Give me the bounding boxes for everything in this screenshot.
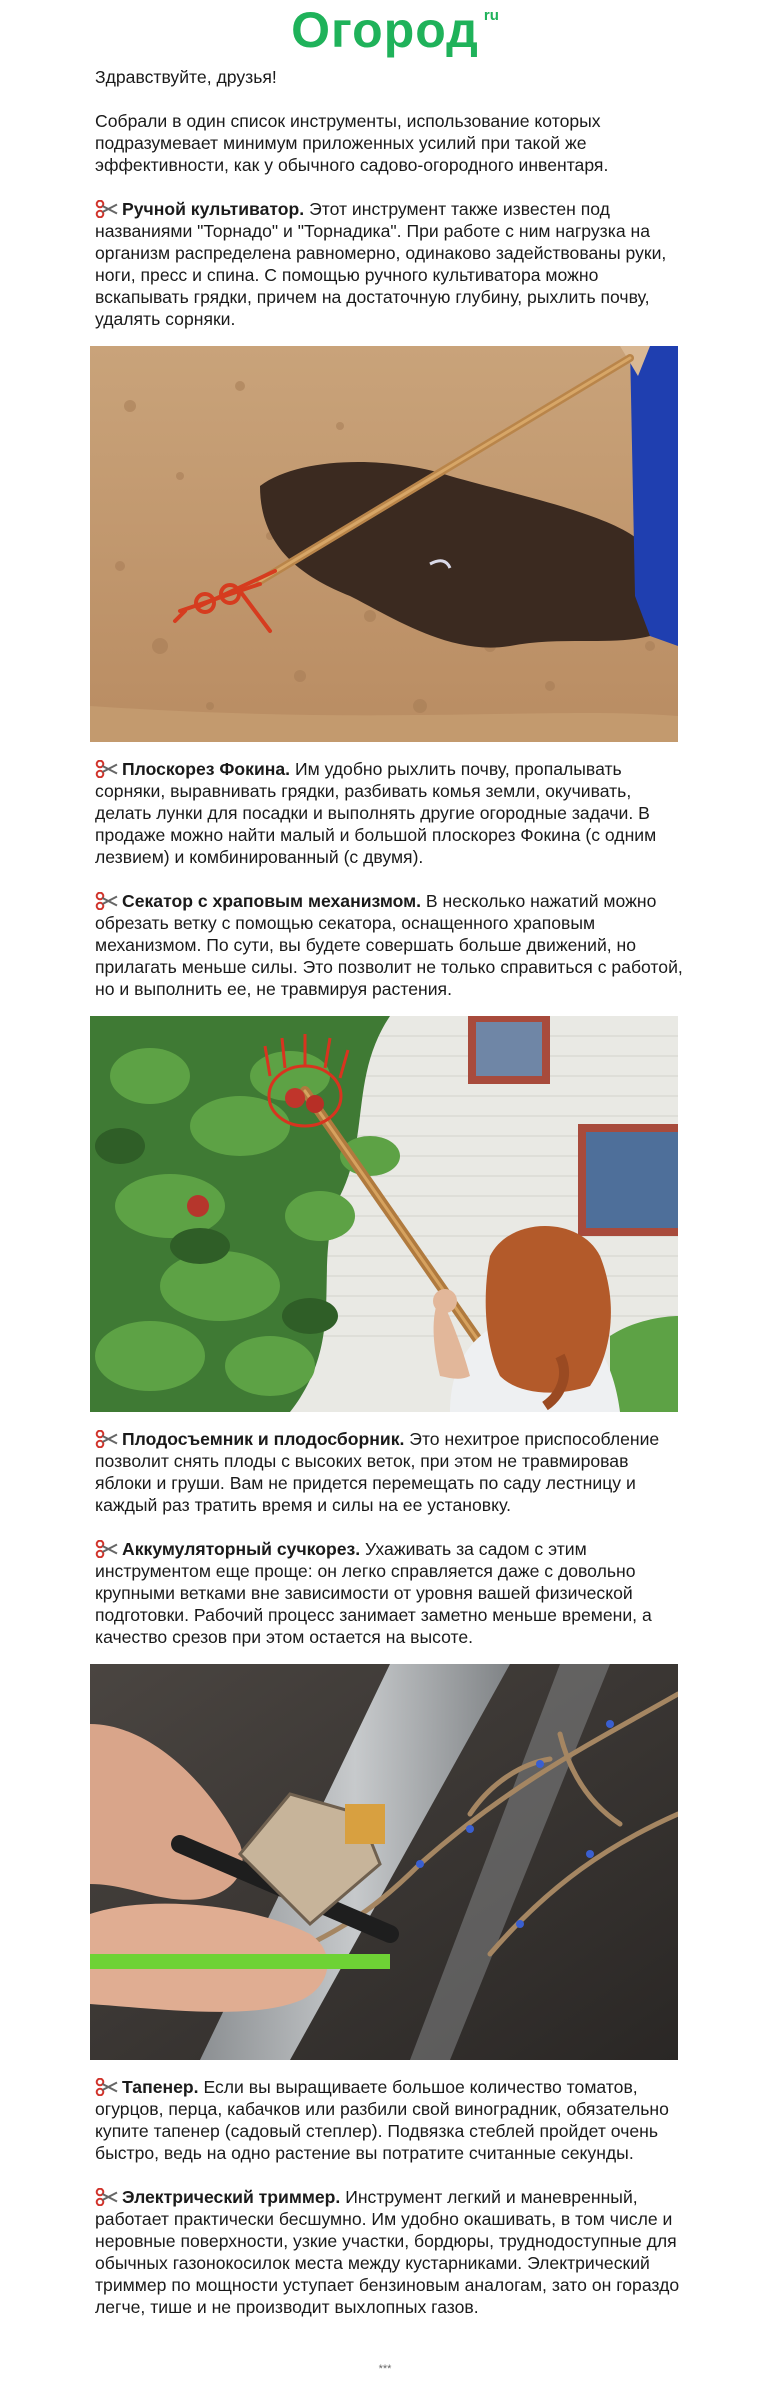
tool-title: Ручной культиватор.: [122, 199, 305, 219]
photo-hand-cultivator: [90, 346, 678, 742]
site-logo[interactable]: [0, 0, 770, 60]
logo-suffix: ru: [483, 7, 499, 24]
scissors-icon: [95, 760, 119, 778]
scissors-icon: [95, 2078, 119, 2096]
greeting: Здравствуйте, друзья!: [95, 67, 277, 87]
tool-item-hand-cultivator: [95, 198, 683, 330]
tool-description: Ухаживать за садом с этим инструментом еще проще: он легко справляется даже с довольно крупными ветками вне зависимости от уровня вашей физической подготовки. Рабочий процесс занимает заметно меньше времени, а качество срезов при этом остается на высоте.: [95, 1539, 652, 1647]
tool-item-cordless-lopper: [95, 1538, 683, 1648]
intro-paragraph: Собрали в один список инструменты, использование которых подразумевает минимум приложенных усилий при такой же эффективности, как у обычного садово-огородного инвентаря.: [95, 111, 609, 175]
tool-title: Секатор с храповым механизмом.: [122, 891, 422, 911]
photo-tapener: [90, 1664, 678, 2060]
tool-description: В несколько нажатий можно обрезать ветку с помощью секатора, оснащенного храповым механизмом. По сути, вы будете совершать больше движений, но прилагать меньше силы. Это позволит не только справиться с работой, но и выполнить ее, не травмируя растения.: [95, 891, 683, 999]
article-body: [95, 66, 683, 2340]
tool-item-ratchet-pruner: [95, 890, 683, 1000]
tool-item-electric-trimmer: [95, 2186, 683, 2318]
scissors-icon: [95, 1540, 119, 1558]
tool-title: Тапенер.: [122, 2077, 199, 2097]
logo-text: Огород: [291, 2, 479, 58]
scissors-icon: [95, 2188, 119, 2206]
tool-item-flat-cutter: [95, 758, 683, 868]
tool-title: Плодосъемник и плодосборник.: [122, 1429, 405, 1449]
tool-item-fruit-picker: [95, 1428, 683, 1516]
scissors-icon: [95, 892, 119, 910]
tool-title: Электрический триммер.: [122, 2187, 341, 2207]
tool-title: Аккумуляторный сучкорез.: [122, 1539, 361, 1559]
tool-item-tapener: [95, 2076, 683, 2164]
photo-fruit-picker: [90, 1016, 678, 1412]
tool-description: Этот инструмент также известен под названиями "Торнадо" и "Торнадика". При работе с ним нагрузка на организм распределена равномерно, одинаково задействованы руки, ноги, пресс и спина. С помощью ручного культиватора можно вскапывать грядки, причем на достаточную глубину, рыхлить почву, удалять сорняки.: [95, 199, 667, 329]
scissors-icon: [95, 1430, 119, 1448]
tool-title: Плоскорез Фокина.: [122, 759, 291, 779]
tool-description: Им удобно рыхлить почву, пропалывать сорняки, выравнивать грядки, разбивать комья земли, окучивать, делать лунки для посадки и выполнять другие огородные задачи. В продаже можно найти малый и большой плоскорез Фокина (с одним лезвием) и комбинированный (с двумя).: [95, 759, 657, 867]
tool-description: Если вы выращиваете большое количество томатов, огурцов, перца, кабачков или разбили свой виноградник, обязательно купите тапенер (садовый степлер). Подвязка стеблей пройдет очень быстро, ведь на одно растение вы потратите считанные секунды.: [95, 2077, 669, 2163]
scissors-icon: [95, 200, 119, 218]
section-separator: ***: [378, 2363, 392, 2375]
tool-description: Это нехитрое приспособление позволит снять плоды с высоких веток, при этом не травмировав яблоки и груши. Вам не придется перемещать по саду лестницу и каждый раз тратить время и силы на ее установку.: [95, 1429, 660, 1515]
logo-wordmark: [291, 2, 499, 58]
tool-description: Инструмент легкий и маневренный, работает практически бесшумно. Им удобно окашивать, в том числе и неровные поверхности, узкие участки, бордюры, труднодоступные для обычных газонокосилок места между кустарниками. Электрический триммер по мощности уступает бензиновым аналогам, зато он гораздо легче, тише и не производит выхлопных газов.: [95, 2187, 680, 2317]
